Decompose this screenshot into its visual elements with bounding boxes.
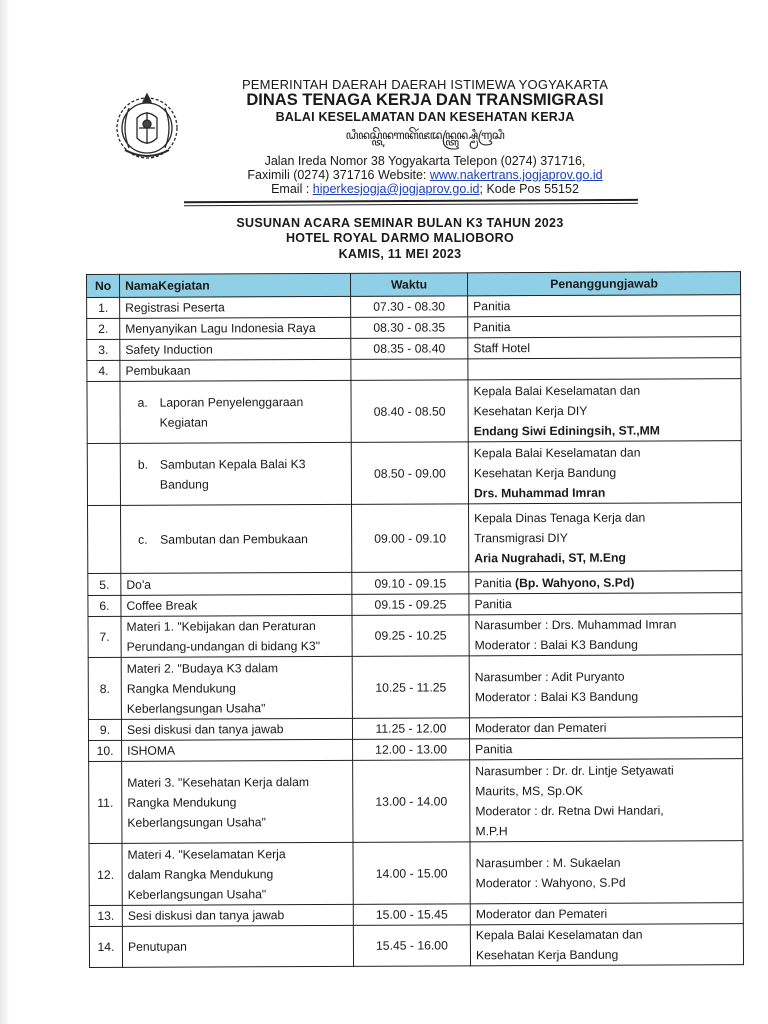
row-number: 12. [89, 843, 122, 905]
responsible-cell [470, 903, 743, 925]
activity-text: Registrasi Peserta [125, 300, 225, 315]
responsible-line: Kepala Dinas Tenaga Kerja dan [474, 510, 646, 525]
time-cell: 08.40 - 08.50 [351, 380, 468, 443]
postal-code: ; Kode Pos 55152 [479, 182, 579, 196]
responsible-cell [468, 379, 741, 442]
activity-cell [121, 615, 352, 657]
responsible-cell [470, 759, 743, 842]
activity-cell [121, 656, 352, 719]
responsible-line: Kesehatan Kerja Bandung [475, 947, 619, 963]
activity-line: Keberlangsungan Usaha" [127, 886, 267, 902]
document-title: SUSUNAN ACARA SEMINAR BULAN K3 TAHUN 2023 [236, 216, 564, 230]
activity-cell [121, 572, 352, 595]
responsible-line: Transmigrasi DIY [474, 530, 568, 545]
table-header-row [87, 272, 741, 298]
table-row [88, 717, 742, 741]
activity-cell [120, 296, 351, 318]
letterhead-unit: BALAI KESELAMATAN DAN KESEHATAN KERJA [275, 110, 575, 124]
row-number [87, 381, 120, 443]
table-row [89, 903, 743, 927]
time-cell: 11.25 - 12.00 [352, 718, 469, 740]
activity-line: Materi 1. "Kebijakan dan Peraturan [126, 619, 316, 634]
email-label: Email : [271, 182, 313, 196]
row-number: 6. [88, 595, 121, 616]
row-number: 13. [89, 905, 122, 926]
responsible-cell [468, 316, 741, 338]
table-row [87, 295, 741, 319]
responsible-line: Moderator : Wahyono, S.Pd [475, 875, 626, 890]
activity-cell [122, 925, 353, 967]
time-cell: 09.00 - 09.10 [352, 504, 469, 573]
responsible-line: M.P.H [475, 823, 508, 838]
activity-cell [122, 739, 353, 761]
table-row [87, 441, 741, 506]
activity-cell [121, 504, 352, 573]
responsible-line: Moderator : Balai K3 Bandung [474, 689, 639, 704]
table-row [89, 841, 743, 906]
time-cell [351, 359, 468, 381]
activity-line: dalam Rangka Mendukung [127, 866, 274, 882]
activity-line: Materi 3. "Kesehatan Kerja dalam [127, 774, 310, 790]
responsible-line: Kepala Balai Keselamatan dan [473, 445, 641, 460]
activity-cell [120, 359, 351, 381]
responsible-line: Kesehatan Kerja DIY [473, 403, 588, 418]
activity-text: Penutupan [127, 939, 187, 954]
responsible-line: Panitia [473, 299, 511, 314]
time-cell: 13.00 - 14.00 [353, 760, 470, 843]
activity-line: Rangka Mendukung [127, 794, 237, 810]
website-link[interactable]: www.nakertrans.jogjaprov.go.id [429, 168, 603, 182]
row-number: 9. [88, 719, 121, 740]
time-cell: 15.45 - 16.00 [353, 925, 470, 967]
activity-line: Materi 2. "Budaya K3 dalam [126, 660, 279, 676]
row-number: 5. [88, 573, 121, 595]
table-row [87, 379, 741, 444]
responsible-line: Panitia [473, 320, 511, 335]
activity-text: Sesi diskusi dan tanya jawab [126, 722, 284, 737]
row-number: 7. [88, 616, 121, 657]
responsible-line: Moderator dan Pemateri [475, 906, 608, 922]
responsible-cell [469, 655, 742, 718]
row-number: 4. [87, 360, 120, 381]
scan-shadow [0, 0, 10, 1024]
fax-text: Faximili (0274) 371716 Website: [247, 168, 430, 182]
activity-cell [121, 594, 352, 616]
responsible-cell [470, 738, 743, 760]
row-number: 11. [89, 761, 122, 843]
letterhead-contact [200, 168, 650, 182]
letterhead-government: PEMERINTAH DAERAH DAERAH ISTIMEWA YOGYAKARTA [241, 77, 609, 92]
header-responsible: Penanggungjawab [467, 272, 740, 296]
responsible-cell [469, 717, 742, 739]
email-link[interactable]: hiperkesjogja@jogjaprov.go.id [312, 182, 480, 196]
responsible-cell [468, 295, 741, 317]
table-row [87, 316, 741, 340]
activity-text: Sesi diskusi dan tanya jawab [127, 908, 285, 923]
responsible-line: Kesehatan Kerja Bandung [473, 465, 617, 480]
header-activity: NamaKegiatan [120, 273, 351, 297]
responsible-line: Maurits, MS, Sp.OK [475, 783, 583, 798]
responsible-line: Staff Hotel [473, 341, 531, 356]
responsible-name: Drs. Muhammad Imran [473, 485, 606, 500]
time-cell: 08.35 - 08.40 [351, 338, 468, 360]
time-cell: 09.15 - 09.25 [352, 594, 469, 616]
table-row [88, 503, 742, 574]
responsible-line: Narasumber : Adit Puryanto [474, 669, 625, 684]
date-title: KAMIS, 11 MEI 2023 [338, 247, 462, 261]
schedule-body [87, 295, 744, 968]
row-number: 3. [87, 339, 120, 360]
activity-line: Rangka Mendukung [126, 680, 236, 696]
row-number [88, 505, 121, 573]
responsible-line: Moderator : Balai K3 Bandung [474, 637, 638, 653]
header-no: No [87, 274, 120, 297]
row-number [87, 443, 120, 505]
schedule-table [86, 271, 744, 968]
responsible-line: Panitia [474, 597, 512, 612]
activity-line: Bandung [159, 476, 209, 492]
responsible-cell [470, 841, 743, 904]
activity-line: Kegiatan [159, 414, 208, 430]
venue-title: HOTEL ROYAL DARMO MALIOBORO [285, 231, 514, 245]
table-row [88, 614, 742, 658]
row-number: 10. [89, 740, 122, 761]
time-cell: 08.50 - 09.00 [351, 442, 468, 505]
table-row [89, 738, 743, 762]
activity-cell [121, 718, 352, 740]
responsible-line: Narasumber : Drs. Muhammad Imran [474, 617, 677, 633]
activity-cell [120, 338, 351, 360]
row-number: 2. [87, 318, 120, 339]
sub-item-marker: a. [137, 395, 148, 410]
time-cell: 09.10 - 09.15 [352, 572, 469, 595]
responsible-line: Moderator dan Pemateri [474, 720, 607, 736]
activity-text: Safety Induction [125, 342, 213, 357]
time-cell: 07.30 - 08.30 [351, 296, 468, 318]
dinas-emblem-icon [111, 88, 183, 168]
letterhead-javanese-script: ꦝꦶꦤꦱ꧀ꦠꦼꦤꦒꦏꦼꦂꦗꦢꦤ꧀ꦠꦿꦤ꧀ꦱ꧀ꦩꦶꦒꦿꦱꦶ [345, 128, 505, 142]
responsible-name: Aria Nugrahadi, ST, M.Eng [474, 550, 626, 565]
table-row [87, 337, 741, 361]
responsible-line: Panitia [475, 742, 513, 757]
sub-item-marker: b. [137, 457, 149, 472]
row-number: 14. [89, 926, 122, 967]
responsible-cell [469, 593, 742, 615]
responsible-name: (Bp. Wahyono, S.Pd) [514, 575, 635, 590]
responsible-text: Panitia [474, 575, 516, 590]
sub-item-marker: c. [138, 532, 148, 547]
time-cell: 08.30 - 08.35 [351, 317, 468, 339]
activity-text: Menyanyikan Lagu Indonesia Raya [125, 320, 316, 336]
table-row [89, 924, 743, 968]
table-row [87, 358, 741, 382]
letterhead-email-line [200, 182, 650, 196]
time-cell: 10.25 - 11.25 [352, 656, 469, 719]
responsible-cell [468, 358, 741, 380]
time-cell: 09.25 - 10.25 [352, 615, 469, 657]
letterhead-address: Jalan Ireda Nomor 38 Yogyakarta Telepon (0274) 371716, [264, 154, 586, 168]
responsible-line: Kepala Balai Keselamatan dan [475, 927, 643, 943]
letterhead-rule-thin [184, 203, 638, 206]
activity-cell [122, 842, 353, 905]
activity-text: Coffee Break [126, 598, 198, 613]
activity-cell [122, 760, 353, 843]
activity-cell [120, 380, 351, 443]
responsible-line: Narasumber : Dr. dr. Lintje Setyawati [475, 762, 674, 778]
activity-line: Perundang-undangan di bidang K3" [126, 638, 321, 654]
activity-line: Materi 4. "Keselamatan Kerja [127, 846, 286, 862]
time-cell: 12.00 - 13.00 [353, 739, 470, 761]
row-number: 8. [88, 657, 121, 719]
time-cell: 14.00 - 15.00 [353, 842, 470, 905]
activity-line: Keberlangsungan Usaha" [127, 814, 266, 830]
responsible-cell [469, 571, 742, 594]
activity-cell [122, 904, 353, 926]
responsible-cell [469, 503, 742, 572]
time-cell: 15.00 - 15.45 [353, 904, 470, 926]
letterhead-department: DINAS TENAGA KERJA DAN TRANSMIGRASI [246, 91, 604, 109]
activity-line: Laporan Penyelenggaraan [159, 394, 304, 410]
responsible-line: Narasumber : M. Sukaelan [475, 855, 621, 870]
table-row [88, 571, 742, 596]
activity-line: Sambutan Kepala Balai K3 [159, 456, 306, 472]
responsible-cell [468, 441, 741, 504]
activity-text: Pembukaan [125, 363, 191, 378]
responsible-cell [469, 614, 742, 656]
activity-cell [120, 317, 351, 339]
responsible-cell [468, 337, 741, 359]
activity-text: ISHOMA [127, 743, 176, 758]
table-row [88, 655, 742, 720]
table-row [89, 759, 743, 844]
responsible-line: Kepala Balai Keselamatan dan [473, 383, 641, 398]
responsible-line: Moderator : dr. Retna Dwi Handari, [475, 802, 664, 818]
responsible-cell [470, 924, 743, 966]
table-row [88, 593, 742, 617]
responsible-name: Endang Siwi Ediningsih, ST.,MM [473, 422, 660, 438]
header-time: Waktu [350, 273, 467, 297]
row-number: 1. [87, 297, 120, 318]
activity-line: Keberlangsungan Usaha" [126, 700, 266, 716]
activity-text: Do'a [126, 577, 152, 592]
activity-line: Sambutan dan Pembukaan [160, 531, 308, 547]
activity-cell [120, 442, 351, 505]
